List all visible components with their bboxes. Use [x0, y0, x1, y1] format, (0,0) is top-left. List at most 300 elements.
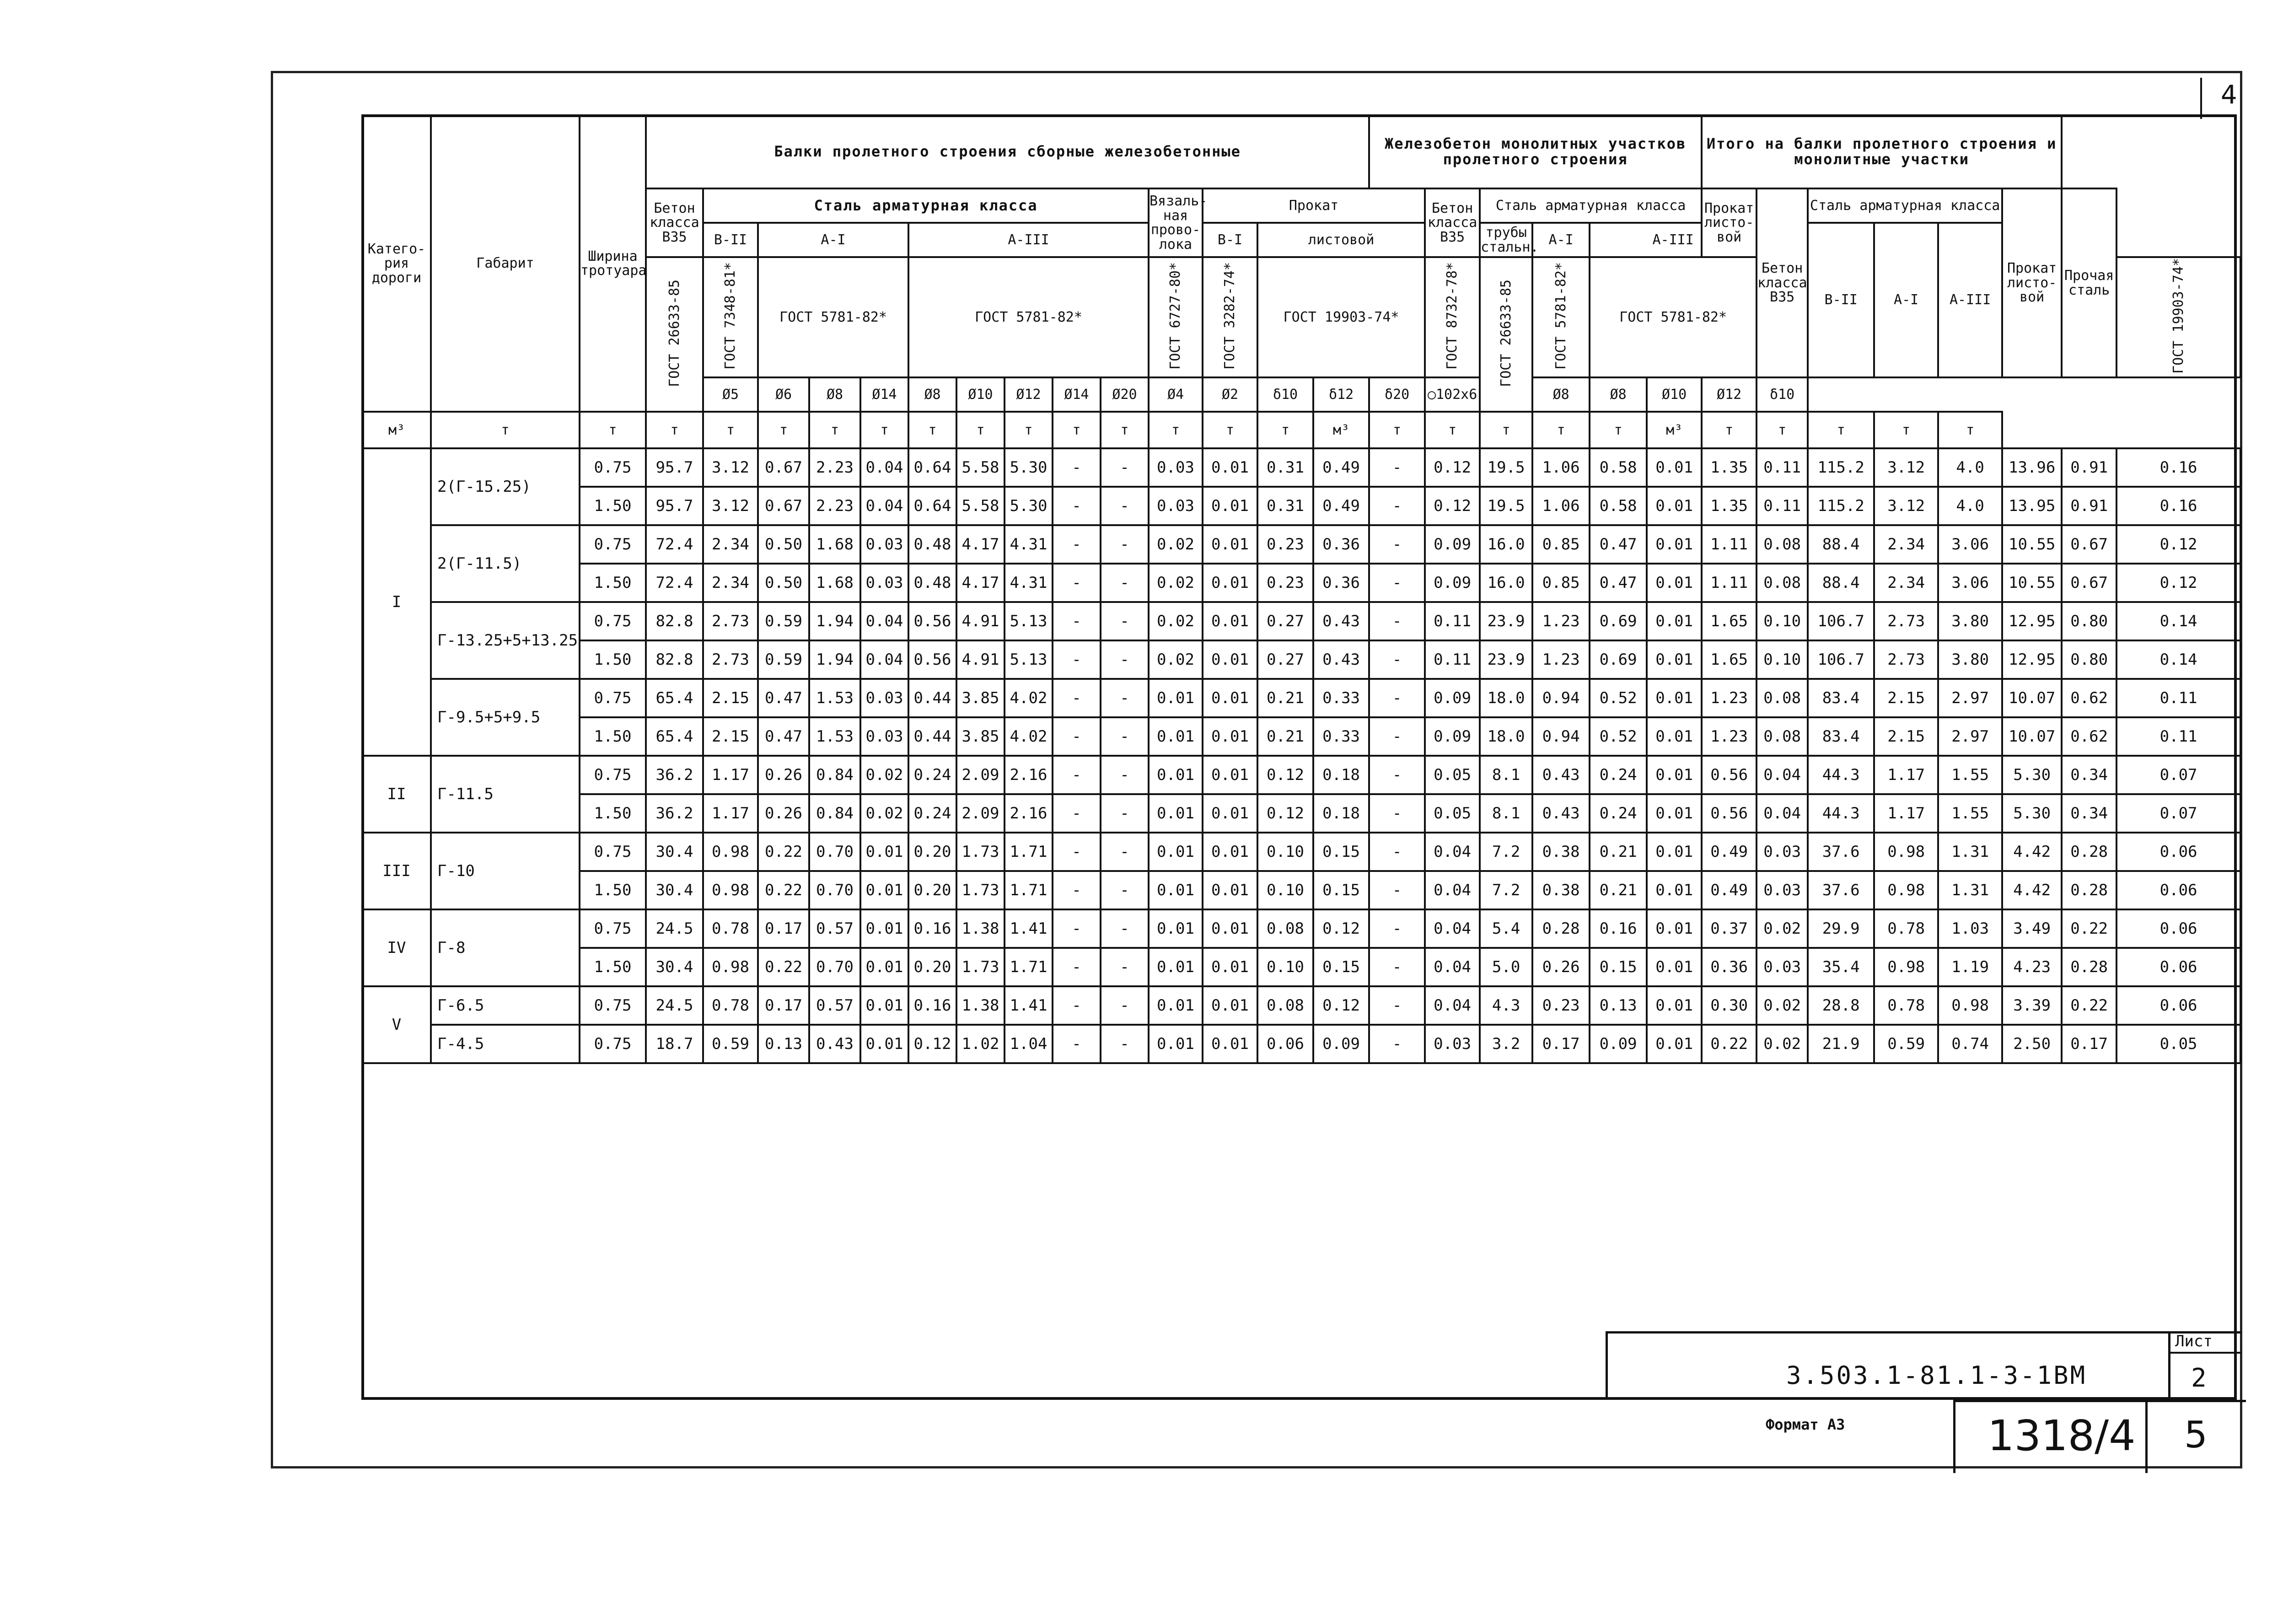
value-cell: 0.21 [1257, 717, 1313, 756]
value-cell: 0.01 [1203, 525, 1257, 564]
unit-cell: т [1257, 412, 1313, 448]
value-cell: - [1053, 717, 1101, 756]
mono-dia-12: Ø12 [1702, 377, 1757, 412]
value-cell: 1.38 [956, 909, 1005, 948]
value-cell: - [1369, 794, 1425, 833]
value-cell: 0.43 [1313, 640, 1369, 679]
value-cell: 37.6 [1808, 871, 1874, 909]
value-cell: 4.02 [1005, 717, 1053, 756]
value-cell: 3.12 [1874, 487, 1938, 525]
value-cell: 0.24 [1590, 756, 1647, 794]
value-cell: 0.78 [703, 986, 758, 1025]
value-cell: 0.16 [1590, 909, 1647, 948]
value-cell: 0.98 [1874, 833, 1938, 871]
sidewalk-cell: 0.75 [580, 909, 646, 948]
value-cell: 0.01 [860, 833, 908, 871]
value-cell: 0.59 [758, 640, 809, 679]
value-cell: 0.24 [1590, 794, 1647, 833]
value-cell: 0.58 [1590, 487, 1647, 525]
value-cell: - [1369, 487, 1425, 525]
value-cell: 1.11 [1702, 564, 1757, 602]
category-cell: V [362, 986, 431, 1063]
value-cell: 65.4 [646, 679, 703, 717]
value-cell: 28.8 [1808, 986, 1874, 1025]
value-cell: 0.12 [2116, 564, 2240, 602]
value-cell: - [1101, 487, 1149, 525]
dia-4: Ø4 [1149, 377, 1203, 412]
table-row [362, 833, 2240, 871]
value-cell: 0.12 [1313, 909, 1369, 948]
value-cell: 0.12 [2116, 525, 2240, 564]
value-cell: 1.53 [809, 717, 860, 756]
value-cell: 0.20 [908, 871, 956, 909]
value-cell: - [1369, 986, 1425, 1025]
value-cell: 0.03 [1757, 833, 1808, 871]
value-cell: 0.02 [1757, 909, 1808, 948]
value-cell: 0.10 [1257, 948, 1313, 986]
value-cell: 0.01 [1149, 909, 1203, 948]
value-cell: 115.2 [1808, 487, 1874, 525]
value-cell: 0.94 [1532, 679, 1590, 717]
value-cell: 0.04 [860, 602, 908, 640]
value-cell: 0.03 [1149, 448, 1203, 487]
value-cell: 0.01 [1203, 833, 1257, 871]
value-cell: 0.67 [2062, 564, 2116, 602]
value-cell: 16.0 [1480, 564, 1532, 602]
value-cell: 0.94 [1532, 717, 1590, 756]
value-cell: 0.01 [1203, 602, 1257, 640]
mono-cls-a1: А-I [1532, 223, 1590, 257]
value-cell: 3.39 [2002, 986, 2062, 1025]
value-cell: 1.06 [1532, 487, 1590, 525]
value-cell: 18.7 [646, 1025, 703, 1063]
value-cell: 0.01 [1149, 756, 1203, 794]
value-cell: 0.02 [1149, 525, 1203, 564]
value-cell: - [1369, 717, 1425, 756]
value-cell: - [1369, 1025, 1425, 1063]
mono-sheet-10: δ10 [1757, 377, 1808, 412]
value-cell: 0.33 [1313, 679, 1369, 717]
value-cell: 19.5 [1480, 448, 1532, 487]
value-cell: - [1369, 640, 1425, 679]
value-cell: 0.36 [1313, 525, 1369, 564]
unit-cell: т [1053, 412, 1101, 448]
value-cell: 18.0 [1480, 717, 1532, 756]
value-cell: 13.95 [2002, 487, 2062, 525]
sidewalk-cell: 0.75 [580, 679, 646, 717]
value-cell: 0.28 [2062, 833, 2116, 871]
value-cell: 0.08 [1757, 717, 1808, 756]
value-cell: 0.23 [1257, 525, 1313, 564]
value-cell: 5.30 [1005, 448, 1053, 487]
table-row [362, 909, 2240, 948]
value-cell: 0.56 [1702, 794, 1757, 833]
value-cell: 0.01 [1203, 948, 1257, 986]
corner-number: 4 [2221, 80, 2237, 110]
value-cell: 2.15 [1874, 717, 1938, 756]
value-cell: 0.10 [1257, 871, 1313, 909]
value-cell: 0.09 [1590, 1025, 1647, 1063]
value-cell: 0.01 [1203, 1025, 1257, 1063]
value-cell: 0.27 [1257, 640, 1313, 679]
gost-3282: ГОСТ 3282-74* [1222, 262, 1238, 370]
value-cell: 0.01 [1647, 448, 1702, 487]
value-cell: 106.7 [1808, 602, 1874, 640]
value-cell: 0.06 [2116, 909, 2240, 948]
value-cell: 3.85 [956, 717, 1005, 756]
value-cell: 0.06 [1257, 1025, 1313, 1063]
value-cell: 1.17 [1874, 756, 1938, 794]
sidewalk-cell: 1.50 [580, 871, 646, 909]
total-cls-a3: А-III [1938, 223, 2002, 377]
value-cell: - [1053, 487, 1101, 525]
value-cell: 2.23 [809, 448, 860, 487]
value-cell: 1.11 [1702, 525, 1757, 564]
value-cell: 0.09 [1425, 525, 1480, 564]
value-cell: 1.23 [1702, 679, 1757, 717]
value-cell: 1.04 [1005, 1025, 1053, 1063]
value-cell: 72.4 [646, 564, 703, 602]
value-cell: 0.57 [809, 909, 860, 948]
value-cell: 0.70 [809, 948, 860, 986]
value-cell: 1.19 [1938, 948, 2002, 986]
value-cell: 0.22 [2062, 986, 2116, 1025]
value-cell: 5.4 [1480, 909, 1532, 948]
value-cell: - [1101, 448, 1149, 487]
value-cell: - [1101, 986, 1149, 1025]
value-cell: 19.5 [1480, 487, 1532, 525]
value-cell: 2.15 [703, 717, 758, 756]
value-cell: - [1369, 909, 1425, 948]
value-cell: 2.50 [2002, 1025, 2062, 1063]
value-cell: - [1053, 756, 1101, 794]
value-cell: 0.02 [1149, 640, 1203, 679]
value-cell: 0.23 [1532, 986, 1590, 1025]
value-cell: 0.21 [1257, 679, 1313, 717]
units-row [362, 412, 2240, 448]
precast-rolled-head: Прокат [1203, 188, 1425, 223]
gost-5781-a1: ГОСТ 5781-82* [758, 257, 908, 377]
value-cell: 0.59 [703, 1025, 758, 1063]
unit-cell: т [1757, 412, 1808, 448]
value-cell: 0.20 [908, 833, 956, 871]
value-cell: 0.15 [1590, 948, 1647, 986]
value-cell: 0.16 [2116, 448, 2240, 487]
unit-cell: т [1203, 412, 1257, 448]
table-row [362, 948, 2240, 986]
value-cell: 0.98 [703, 948, 758, 986]
mono-gost-26633: ГОСТ 26633-85 [1498, 279, 1514, 387]
sidewalk-cell: 0.75 [580, 833, 646, 871]
value-cell: 35.4 [1808, 948, 1874, 986]
value-cell: 0.11 [1757, 487, 1808, 525]
table-row [362, 448, 2240, 487]
value-cell: 0.01 [1149, 986, 1203, 1025]
value-cell: 0.04 [1425, 833, 1480, 871]
table-row [362, 871, 2240, 909]
unit-cell: т [908, 412, 956, 448]
value-cell: 0.09 [1425, 564, 1480, 602]
value-cell: 1.41 [1005, 986, 1053, 1025]
value-cell: 0.01 [1647, 679, 1702, 717]
table-row [362, 794, 2240, 833]
unit-cell: т [1874, 412, 1938, 448]
value-cell: 0.27 [1257, 602, 1313, 640]
value-cell: 5.30 [2002, 794, 2062, 833]
value-cell: 0.18 [1313, 794, 1369, 833]
table-row [362, 487, 2240, 525]
value-cell: 0.01 [1149, 794, 1203, 833]
value-cell: 1.71 [1005, 948, 1053, 986]
value-cell: 0.08 [1757, 564, 1808, 602]
dia-6: Ø6 [758, 377, 809, 412]
value-cell: 3.80 [1938, 602, 2002, 640]
table-row [362, 986, 2240, 1025]
value-cell: 0.01 [1203, 679, 1257, 717]
value-cell: 2.97 [1938, 717, 2002, 756]
value-cell: 1.65 [1702, 602, 1757, 640]
value-cell: 0.01 [1647, 833, 1702, 871]
unit-cell: т [956, 412, 1005, 448]
value-cell: 0.52 [1590, 717, 1647, 756]
value-cell: 0.01 [1203, 640, 1257, 679]
value-cell: 0.91 [2062, 487, 2116, 525]
value-cell: 0.01 [1149, 1025, 1203, 1063]
value-cell: 7.2 [1480, 871, 1532, 909]
sidewalk-cell: 0.75 [580, 756, 646, 794]
value-cell: 0.01 [1647, 525, 1702, 564]
value-cell: 0.67 [758, 487, 809, 525]
value-cell: 0.84 [809, 756, 860, 794]
value-cell: 2.09 [956, 756, 1005, 794]
value-cell: 0.38 [1532, 871, 1590, 909]
value-cell: 3.12 [703, 448, 758, 487]
value-cell: 0.03 [1757, 948, 1808, 986]
sidewalk-cell: 1.50 [580, 948, 646, 986]
table-row [362, 525, 2240, 564]
value-cell: 0.08 [1257, 909, 1313, 948]
value-cell: - [1101, 909, 1149, 948]
value-cell: 0.56 [1702, 756, 1757, 794]
value-cell: 23.9 [1480, 602, 1532, 640]
sheet-10: δ10 [1257, 377, 1313, 412]
value-cell: - [1101, 794, 1149, 833]
value-cell: 1.17 [703, 794, 758, 833]
value-cell: 8.1 [1480, 794, 1532, 833]
value-cell: 0.47 [758, 679, 809, 717]
sidewalk-cell: 1.50 [580, 640, 646, 679]
value-cell: 0.12 [1313, 986, 1369, 1025]
dia-14-a3: Ø14 [1053, 377, 1101, 412]
value-cell: 29.9 [1808, 909, 1874, 948]
unit-cell: т [758, 412, 809, 448]
value-cell: 0.12 [1257, 756, 1313, 794]
value-cell: 0.04 [1425, 909, 1480, 948]
value-cell: - [1053, 833, 1101, 871]
unit-cell: т [1808, 412, 1874, 448]
value-cell: 0.74 [1938, 1025, 2002, 1063]
value-cell: 0.17 [1532, 1025, 1590, 1063]
cls-a1: А-I [758, 223, 908, 257]
value-cell: 13.96 [2002, 448, 2062, 487]
value-cell: 37.6 [1808, 833, 1874, 871]
value-cell: 3.12 [703, 487, 758, 525]
value-cell: - [1101, 948, 1149, 986]
value-cell: 88.4 [1808, 564, 1874, 602]
unit-cell: т [1938, 412, 2002, 448]
value-cell: 2.97 [1938, 679, 2002, 717]
rolled-sheet-label: листовой [1257, 223, 1425, 257]
value-cell: 0.47 [1590, 525, 1647, 564]
value-cell: 1.94 [809, 602, 860, 640]
value-cell: 0.50 [758, 525, 809, 564]
value-cell: 0.03 [860, 564, 908, 602]
unit-cell: м³ [1647, 412, 1702, 448]
value-cell: 95.7 [646, 487, 703, 525]
sheet-20: δ20 [1369, 377, 1425, 412]
value-cell: 4.31 [1005, 525, 1053, 564]
value-cell: 0.06 [2116, 833, 2240, 871]
value-cell: 4.0 [1938, 448, 2002, 487]
value-cell: 4.31 [1005, 564, 1053, 602]
value-cell: 0.12 [1425, 448, 1480, 487]
value-cell: - [1369, 525, 1425, 564]
value-cell: 1.71 [1005, 871, 1053, 909]
sidewalk-cell: 1.50 [580, 717, 646, 756]
value-cell: 0.22 [1702, 1025, 1757, 1063]
value-cell: 0.78 [703, 909, 758, 948]
gost-8732: ГОСТ 8732-78* [1444, 262, 1461, 370]
value-cell: - [1369, 833, 1425, 871]
value-cell: 0.38 [1532, 833, 1590, 871]
value-cell: 0.01 [1149, 679, 1203, 717]
value-cell: 1.38 [956, 986, 1005, 1025]
value-cell: 1.35 [1702, 448, 1757, 487]
value-cell: 0.01 [1203, 909, 1257, 948]
value-cell: 1.94 [809, 640, 860, 679]
gost-19903: ГОСТ 19903-74* [1257, 257, 1425, 377]
value-cell: 0.01 [1203, 564, 1257, 602]
value-cell: 5.0 [1480, 948, 1532, 986]
sidewalk-cell: 0.75 [580, 448, 646, 487]
value-cell: 0.01 [860, 909, 908, 948]
value-cell: 0.26 [758, 756, 809, 794]
value-cell: 1.73 [956, 833, 1005, 871]
value-cell: 0.10 [1757, 640, 1808, 679]
value-cell: 83.4 [1808, 679, 1874, 717]
value-cell: 0.01 [1149, 717, 1203, 756]
cls-b1: В-I [1203, 223, 1257, 257]
value-cell: 0.16 [908, 909, 956, 948]
value-cell: - [1053, 525, 1101, 564]
value-cell: 88.4 [1808, 525, 1874, 564]
value-cell: 0.47 [758, 717, 809, 756]
value-cell: 0.24 [908, 794, 956, 833]
value-cell: 0.11 [1757, 448, 1808, 487]
value-cell: 0.01 [1647, 756, 1702, 794]
unit-cell: т [1590, 412, 1647, 448]
precast-concrete-head: Бетон класса В35 [646, 188, 703, 257]
value-cell: - [1053, 1025, 1101, 1063]
gabarit-cell: Г-11.5 [431, 756, 580, 833]
value-cell: 1.31 [1938, 871, 2002, 909]
value-cell: 0.02 [860, 756, 908, 794]
value-cell: 0.28 [2062, 871, 2116, 909]
value-cell: - [1053, 986, 1101, 1025]
value-cell: 1.68 [809, 525, 860, 564]
mono-gost-5781: ГОСТ 5781-82* [1590, 257, 1757, 377]
mono-dia-8: Ø8 [1532, 377, 1590, 412]
value-cell: 0.04 [1425, 986, 1480, 1025]
value-cell: 0.64 [908, 448, 956, 487]
unit-cell: т [809, 412, 860, 448]
unit-cell: т [1480, 412, 1532, 448]
total-steel-head: Сталь арматурная класса [1808, 188, 2002, 223]
spec-table [361, 114, 2241, 1064]
value-cell: 1.17 [703, 756, 758, 794]
mono-dia-8-a3: Ø8 [1590, 377, 1647, 412]
sheet-box-divider [2168, 1352, 2241, 1354]
dia-2: Ø2 [1203, 377, 1257, 412]
value-cell: 0.01 [1203, 717, 1257, 756]
value-cell: - [1101, 640, 1149, 679]
sidewalk-cell: 0.75 [580, 986, 646, 1025]
mono-concrete-head: Бетон класса В35 [1425, 188, 1480, 257]
value-cell: 0.98 [703, 871, 758, 909]
value-cell: 24.5 [646, 986, 703, 1025]
value-cell: 2.34 [703, 564, 758, 602]
category-cell: IV [362, 909, 431, 986]
value-cell: - [1053, 448, 1101, 487]
value-cell: 0.08 [1757, 525, 1808, 564]
value-cell: 0.12 [1257, 794, 1313, 833]
unit-cell: т [1532, 412, 1590, 448]
value-cell: 0.11 [2116, 717, 2240, 756]
sidewalk-cell: 0.75 [580, 602, 646, 640]
sidewalk-cell: 0.75 [580, 1025, 646, 1063]
value-cell: - [1053, 909, 1101, 948]
value-cell: - [1369, 871, 1425, 909]
value-cell: 0.01 [860, 948, 908, 986]
value-cell: 0.59 [758, 602, 809, 640]
value-cell: 0.14 [2116, 602, 2240, 640]
value-cell: 12.95 [2002, 602, 2062, 640]
value-cell: 82.8 [646, 602, 703, 640]
value-cell: 8.1 [1480, 756, 1532, 794]
value-cell: 65.4 [646, 717, 703, 756]
value-cell: 0.01 [1149, 948, 1203, 986]
unit-cell: т [1101, 412, 1149, 448]
gost-6727: ГОСТ 6727-80* [1167, 262, 1184, 370]
table-row [362, 717, 2240, 756]
value-cell: 0.44 [908, 717, 956, 756]
value-cell: 16.0 [1480, 525, 1532, 564]
format-label: Формат А3 [1766, 1416, 1845, 1433]
value-cell: 0.98 [1938, 986, 2002, 1025]
value-cell: 44.3 [1808, 756, 1874, 794]
value-cell: 0.06 [2116, 986, 2240, 1025]
value-cell: - [1101, 564, 1149, 602]
value-cell: 0.01 [1647, 871, 1702, 909]
value-cell: 0.22 [758, 833, 809, 871]
value-cell: 0.37 [1702, 909, 1757, 948]
value-cell: 4.17 [956, 564, 1005, 602]
value-cell: 0.31 [1257, 448, 1313, 487]
value-cell: 2.09 [956, 794, 1005, 833]
value-cell: 0.80 [2062, 640, 2116, 679]
value-cell: 1.65 [1702, 640, 1757, 679]
value-cell: 2.73 [703, 602, 758, 640]
